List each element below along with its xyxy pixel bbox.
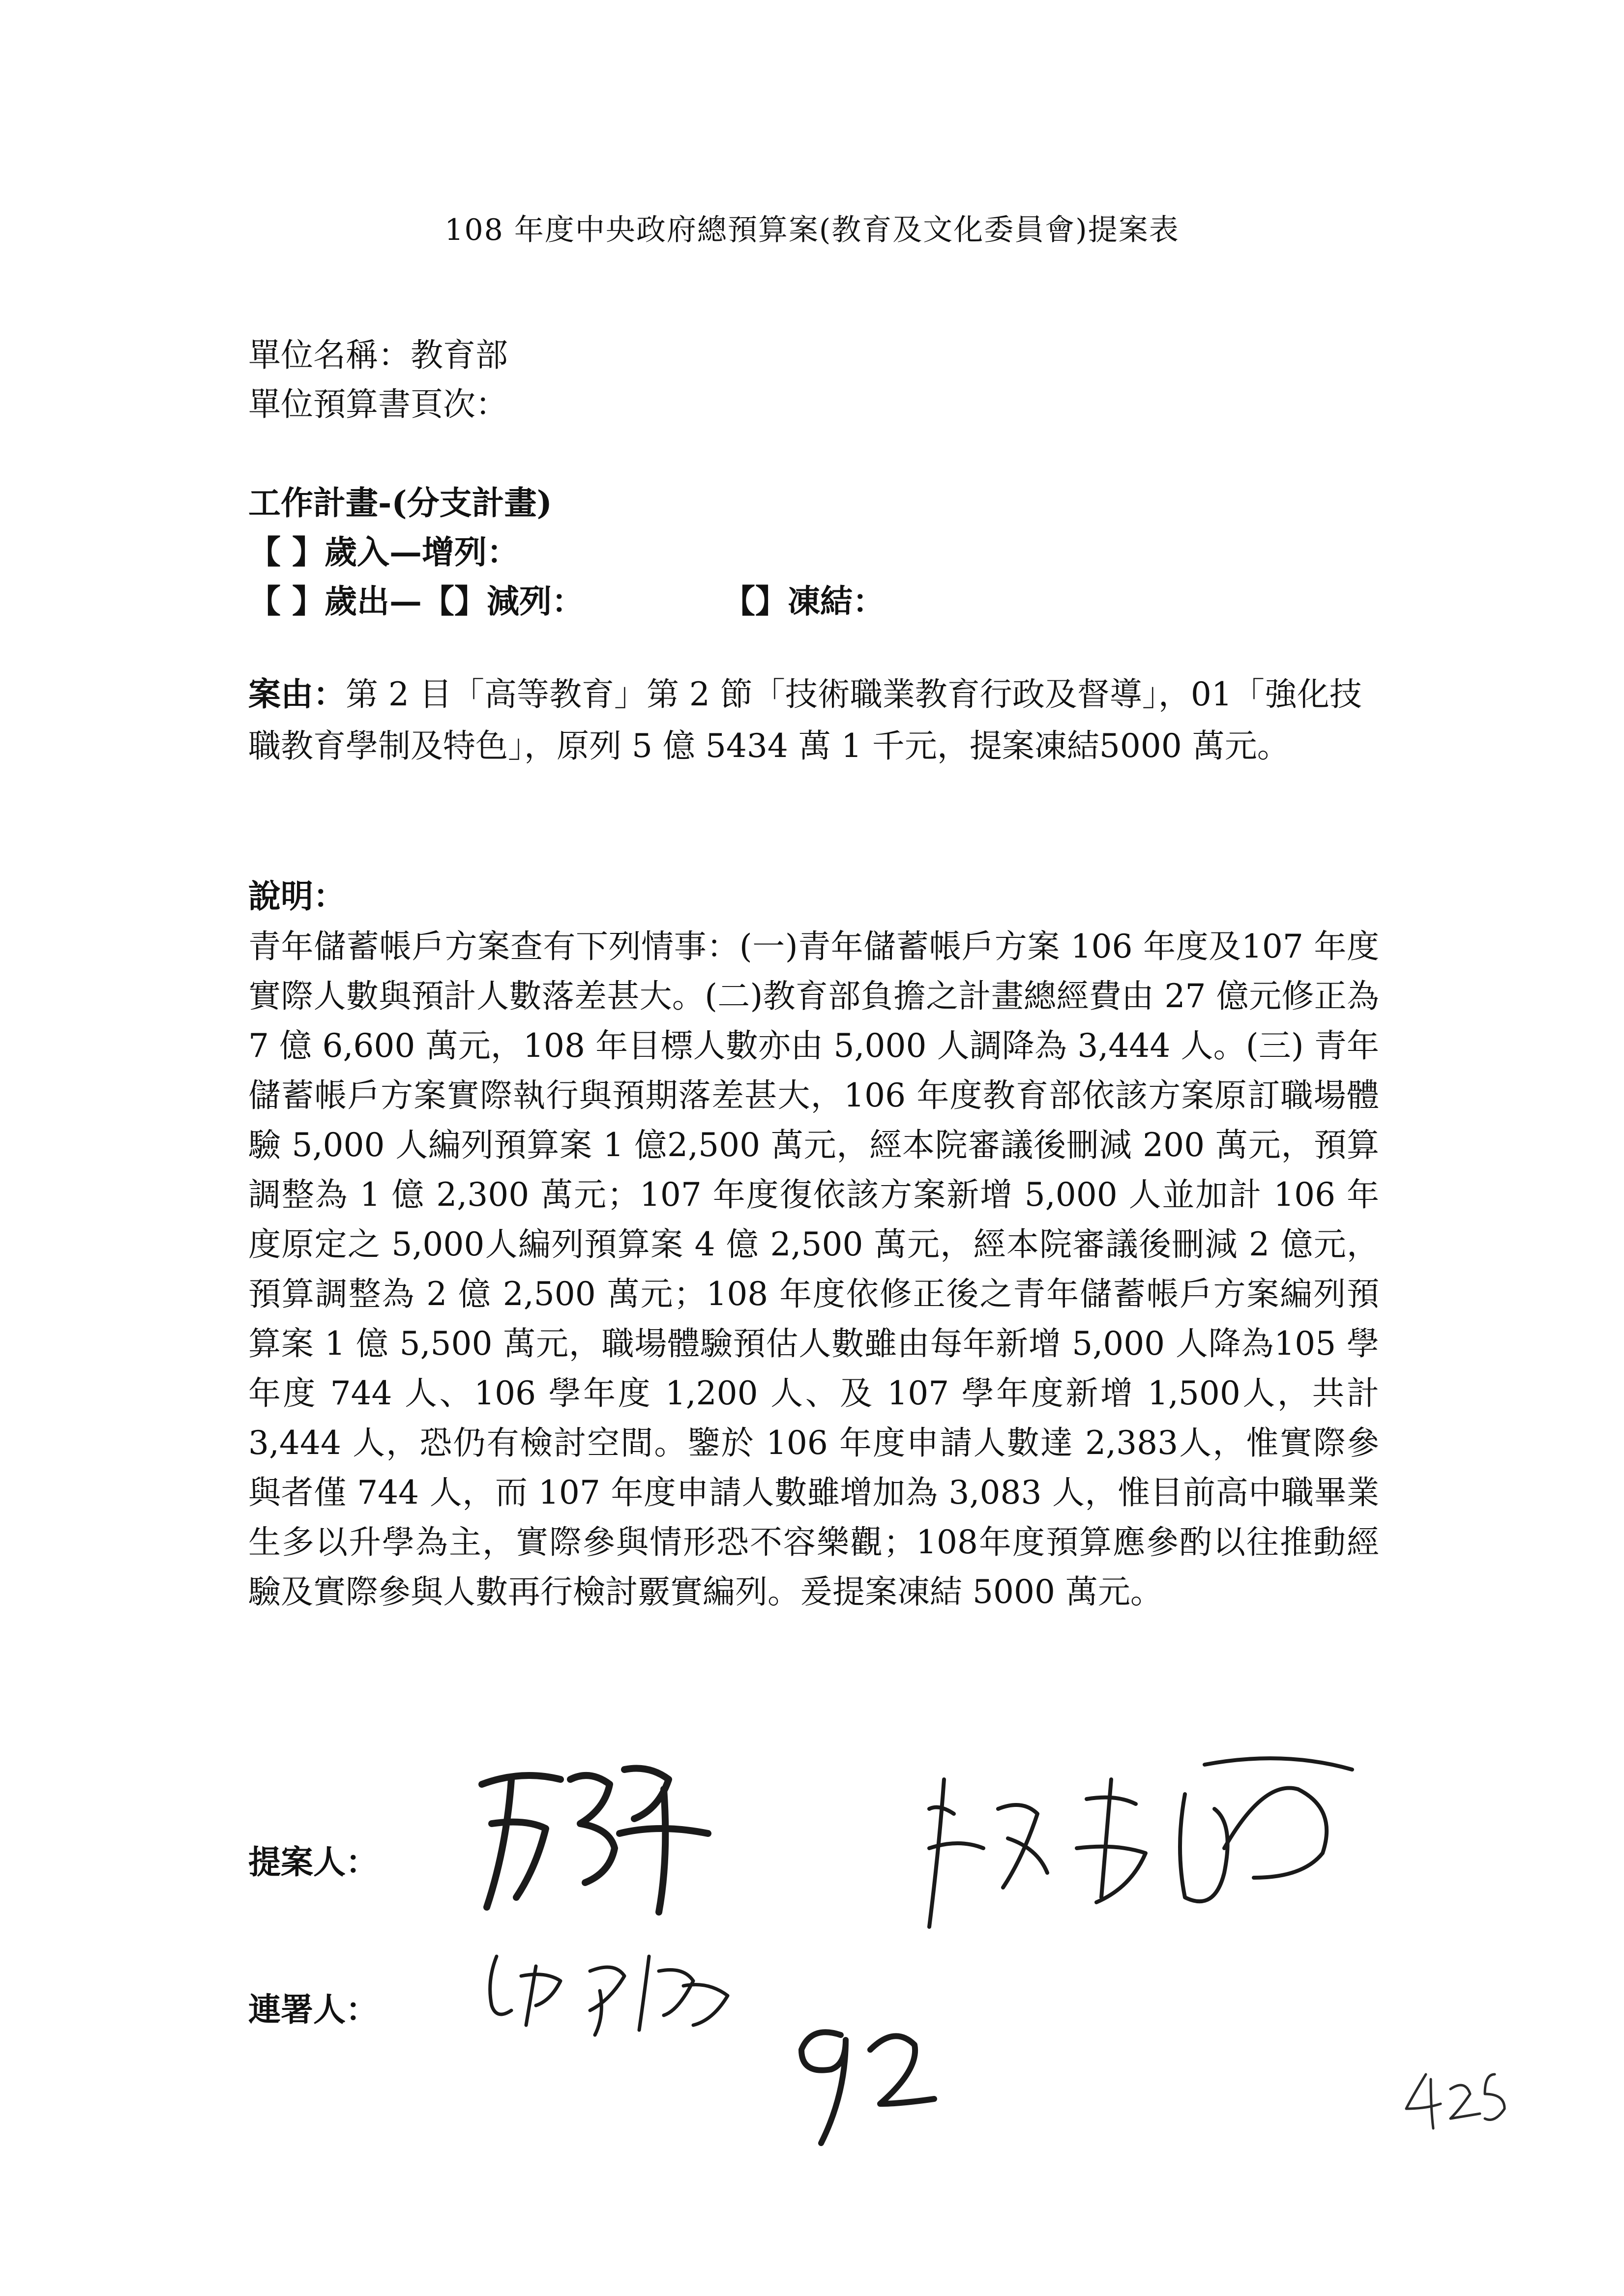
reason-text: 第 2 目「高等教育」第 2 節「技術職業教育行政及督導」，01「強化技職教育學制及特色」，原列 5 億 5434 萬 1 千元，提案凍結5000 萬元。 <box>248 675 1362 765</box>
cosigner-signature <box>477 1937 752 2045</box>
proposer-label: 提案人： <box>248 1843 378 1881</box>
cosigner-label: 連署人： <box>248 1990 378 2029</box>
work-plan: 工作計畫-(分支計畫) <box>248 484 552 522</box>
budget-page-ref: 單位預算書頁次： <box>248 385 508 423</box>
proposer-signature-drawing <box>462 1750 718 1927</box>
page-mark <box>1396 2047 1514 2133</box>
explanation-label: 說明： <box>248 877 346 915</box>
handwritten-number-drawing <box>782 1998 949 2153</box>
freeze-line: 【】凍結： <box>723 582 885 620</box>
expense-line: 【 】歲出—【】減列： <box>248 582 584 620</box>
handwritten-number <box>782 1998 949 2153</box>
unit-name: 單位名稱：教育部 <box>248 336 508 374</box>
reason-block <box>248 668 1379 772</box>
explanation-text: 青年儲蓄帳戶方案查有下列情事：(一)青年儲蓄帳戶方案 106 年度及107 年度實際人數與預計人數落差甚大。(二)教育部負擔之計畫總經費由 27 億元修正為 7 億 6,600 萬元，108 年目標人數亦由 5,000 人調降為 3,444 人。(三) 青年儲蓄帳戶方案實際執行與預期落差甚大，106 年度教育部依該方案原訂職場體驗 5,000 人編列預算案 1 億2,500 萬元，經本院審議後刪減 200 萬元，預算調整為 1 億 2,300 萬元；107 年度復依該方案新增 5,000 人並加計 106 年度原定之 5,000人編列預算案 4 億 2,500 萬元，經本院審議後刪減 2 億元，預算調整為 2 億 2,500 萬元；108 年度依修正後之青年儲蓄帳戶方案編列預算案 1 億 5,500 萬元，職場體驗預估人數雖由每年新增 5,000 人降為105 學年度 744 人、106 學年度 1,200 人、及 107 學年度新增 1,500人，共計 3,444 人，恐仍有檢討空間。鑒於 106 年度申請人數達 2,383人，惟實際參與者僅 744 人，而 107 年度申請人數雖增加為 3,083 人，惟目前高中職畢業生多以升學為主，實際參與情形恐不容樂觀；108年度預算應參酌以往推動經驗及實際參與人數再行檢討覈實編列。爰提案凍結 5000 萬元。 <box>248 928 1379 1611</box>
handwritten-number-text: 92 <box>782 1998 792 2007</box>
revenue-line: 【 】歲入—增列： <box>248 533 519 571</box>
reason-label: 案由： <box>248 675 346 713</box>
cosigner-signature-2-drawing <box>910 1750 1362 1956</box>
cosigner-signature-2 <box>910 1750 1362 1956</box>
page-mark-drawing <box>1396 2047 1514 2133</box>
document-title: 108 年度中央政府總預算案(教育及文化委員會)提案表 <box>444 213 1180 247</box>
cosigner-signature-drawing <box>477 1937 752 2045</box>
proposer-signature <box>462 1750 718 1927</box>
page-mark-text: 425 <box>1396 2047 1412 2057</box>
